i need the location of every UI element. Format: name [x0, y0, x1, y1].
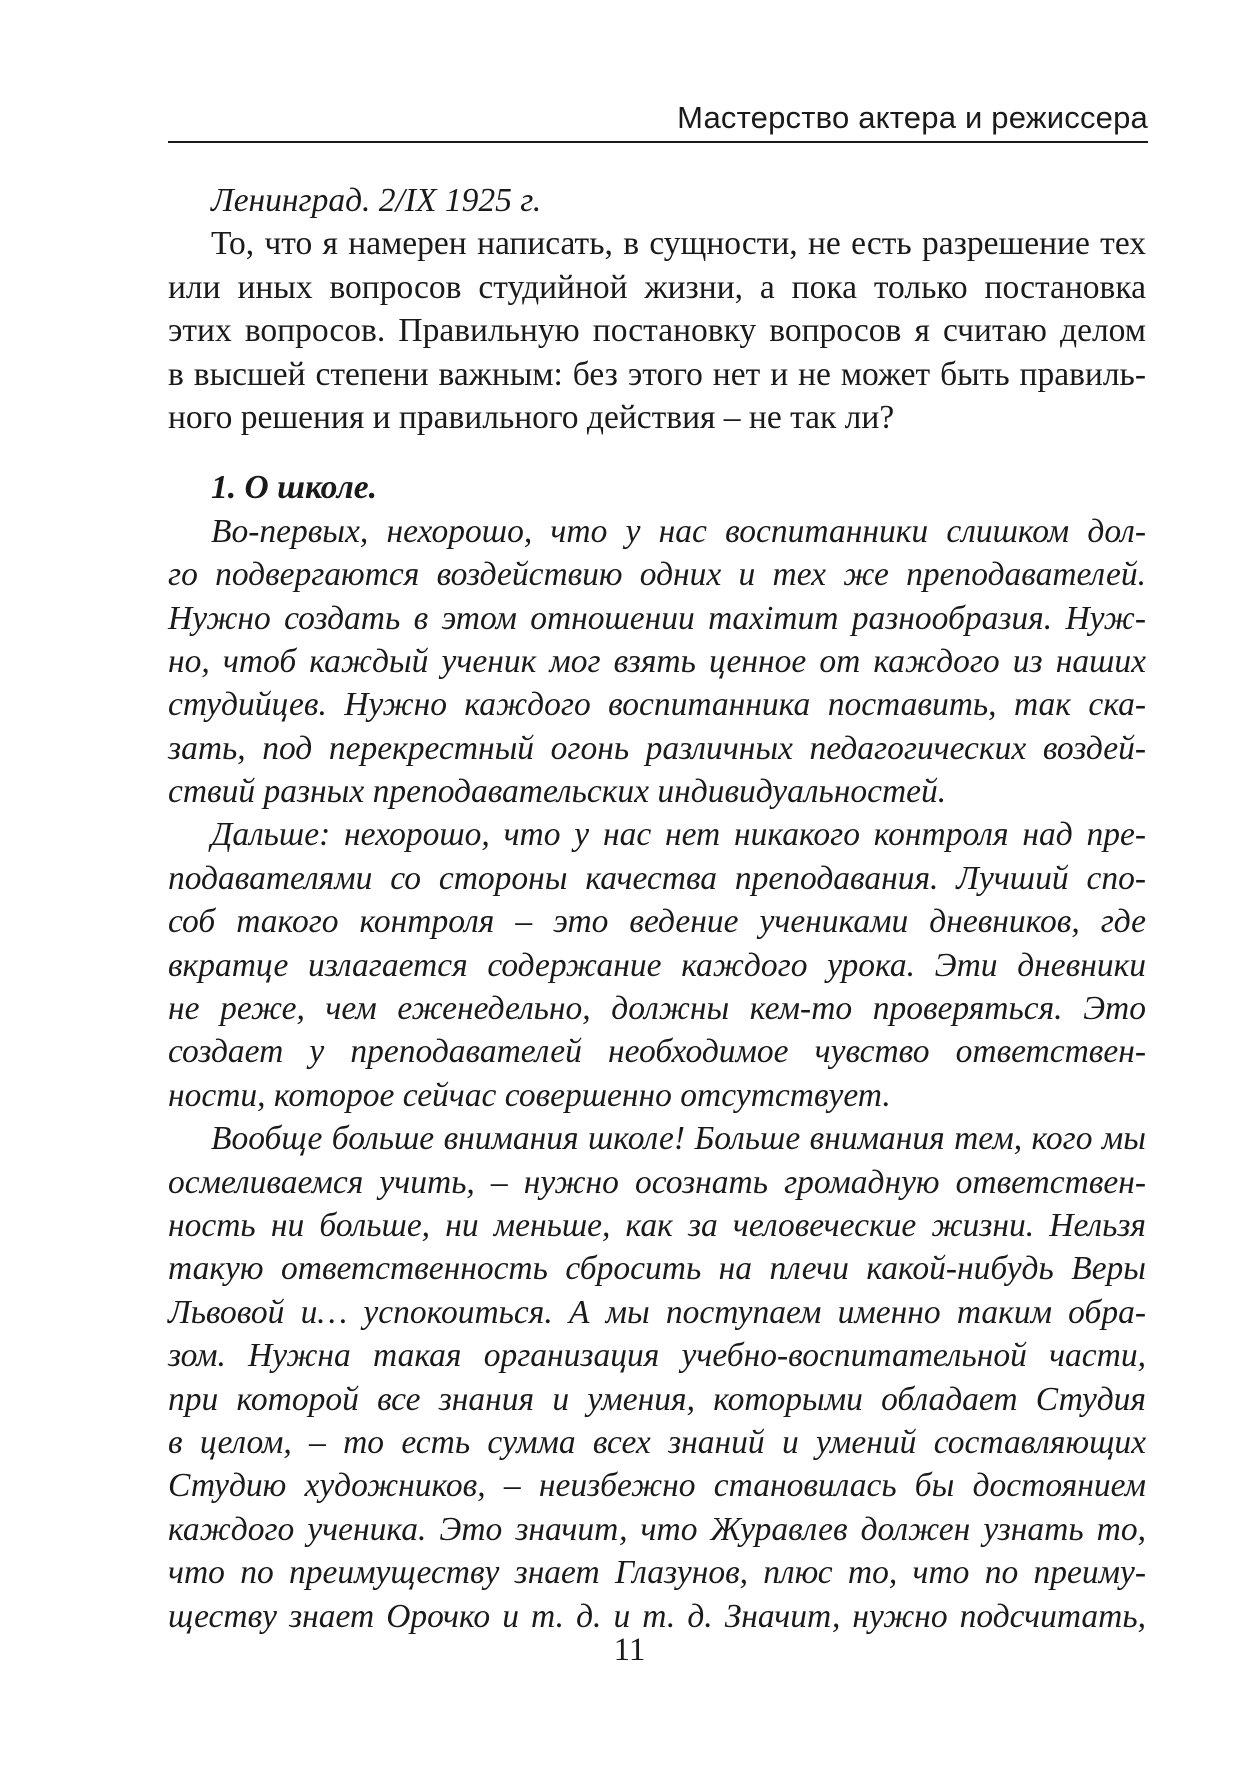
header-rule: [168, 141, 1148, 143]
paragraph-3: [168, 1117, 1146, 1638]
intro-paragraph: [168, 222, 1146, 439]
text-line: но, чтоб каждый ученик мог взять ценное от каждого из наших: [168, 642, 1146, 680]
text-line: зом. Нужна такая организация учебно-воспитательной части,: [168, 1337, 1146, 1375]
text-line: студийцев. Нужно каждого воспитанника поставить, так ска-: [168, 686, 1146, 724]
text-line: Дальше: нехорошо, что у нас нет никакого контроля над пре-: [211, 816, 1146, 854]
text-line: Студию художников, – неизбежно становилась бы достоянием: [168, 1467, 1146, 1505]
text-line: вкратце излагается содержание каждого урока. Эти дневники: [168, 946, 1146, 984]
text-line: ность ни больше, ни меньше, как за человеческие жизни. Нельзя: [168, 1206, 1146, 1244]
text-line: ного решения и правильного действия – не так ли?: [168, 398, 895, 436]
text-line: что по преимуществу знает Глазунов, плюс то, что по преиму-: [168, 1554, 1146, 1592]
text-line: соб такого контроля – это ведение учениками дневников, где: [168, 903, 1146, 941]
section-heading: 1. О школе.: [211, 469, 378, 507]
dateline: Ленинград. 2/IX 1925 г.: [211, 182, 542, 219]
text-line: ности, которое сейчас совершенно отсутствует.: [168, 1076, 891, 1114]
text-line: го подвергаются воздействию одних и тех же преподавателей.: [168, 556, 1146, 594]
text-line: ствий разных преподавательских индивидуальностей.: [168, 773, 947, 811]
text-line: осмеливаемся учить, – нужно осознать громадную ответствен-: [168, 1163, 1146, 1201]
paragraph-1: [168, 510, 1146, 814]
text-line: подавателями со стороны качества преподавания. Лучший спо-: [168, 859, 1146, 897]
text-line: создает у преподавателей необходимое чувство ответствен-: [168, 1033, 1146, 1071]
text-line: Нужно создать в этом отношении maximum разнообразия. Нуж-: [168, 599, 1146, 637]
section-gap: [168, 439, 1146, 466]
text-line: не реже, чем еженедельно, должны кем-то проверяться. Это: [168, 990, 1146, 1028]
text-line: или иных вопросов студийной жизни, а пока только постановка: [168, 268, 1146, 306]
text-line: Вообще больше внимания школе! Больше внимания тем, кого мы: [211, 1120, 1146, 1158]
running-head: Мастерство актера и режиссера: [677, 100, 1148, 135]
text-line: такую ответственность сбросить на плечи какой-нибудь Веры: [168, 1250, 1146, 1288]
text-line: при которой все знания и умения, которыми обладает Студия: [168, 1380, 1146, 1418]
text-line: в целом, – то есть сумма всех знаний и умений составляющих: [168, 1423, 1146, 1461]
page-number: 11: [613, 1632, 646, 1668]
text-line: То, что я намерен написать, в сущности, не есть разрешение тех: [211, 225, 1146, 263]
text-line: зать, под перекрестный огонь различных педагогических воздей-: [168, 729, 1146, 767]
text-line: Львовой и… успокоиться. А мы поступаем именно таким обра-: [168, 1293, 1146, 1331]
text-line: этих вопросов. Правильную постановку вопросов я считаю делом: [168, 312, 1146, 350]
text-line: Во-первых, нехорошо, что у нас воспитанники слишком дол-: [211, 512, 1146, 550]
paragraph-2: [168, 813, 1146, 1117]
text-line: в высшей степени важным: без этого нет и не может быть правиль-: [168, 355, 1146, 393]
text-line: ществу знает Орочко и т. д. и т. д. Значит, нужно подсчитать,: [168, 1597, 1146, 1635]
page-body: [168, 179, 1146, 1638]
text-line: каждого ученика. Это значит, что Журавлев должен узнать то,: [168, 1510, 1146, 1548]
